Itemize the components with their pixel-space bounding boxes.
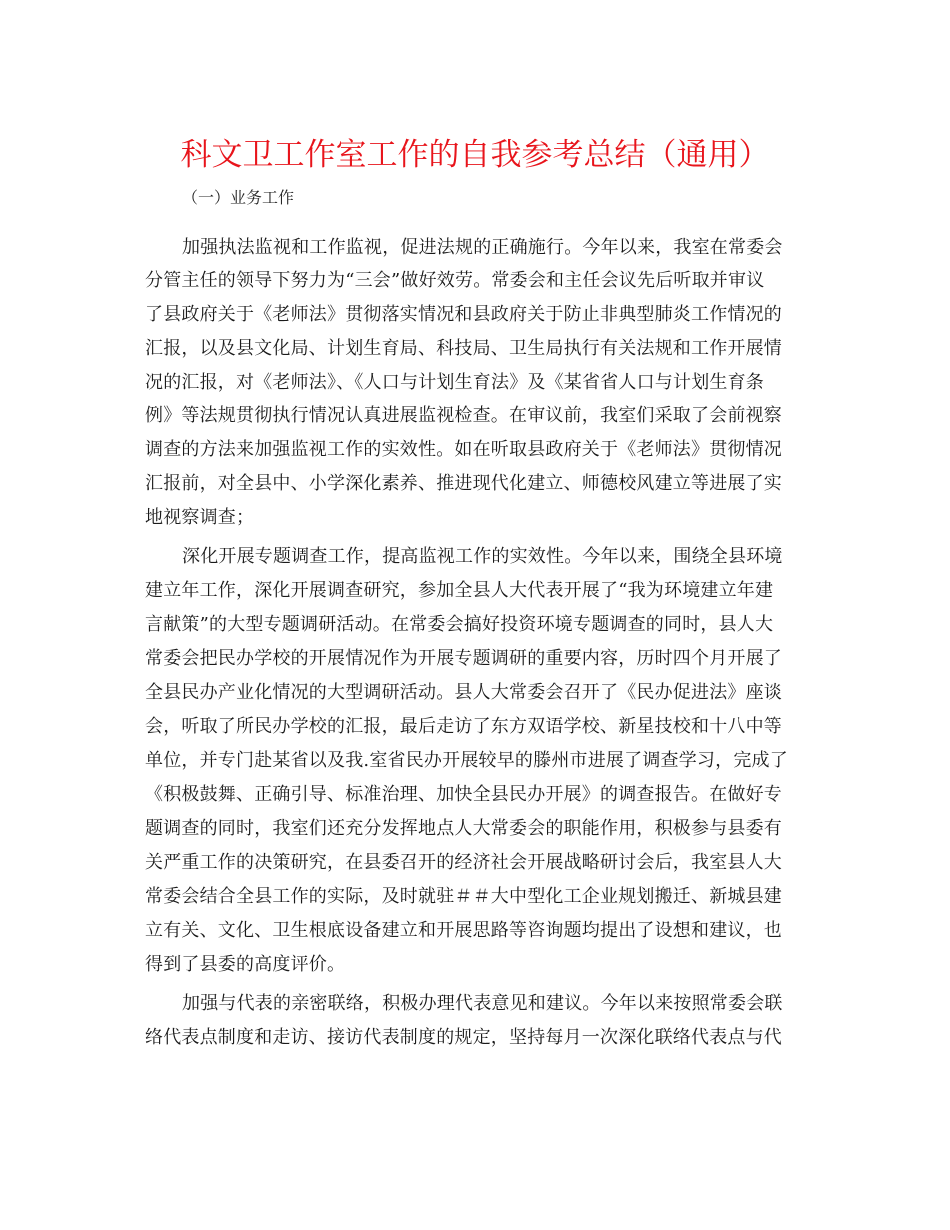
paragraph-line: 调查的方法来加强监视工作的实效性。如在听取县政府关于《老师法》贯彻情况 <box>145 439 782 460</box>
paragraph-line: 会，听取了所民办学校的汇报，最后走访了东方双语学校、新星技校和十八中等 <box>145 716 782 737</box>
paragraph-line: 汇报前，对全县中、小学深化素养、推进现代化建立、师德校风建立等进展了实 <box>145 473 782 494</box>
paragraph-line: 常委会把民办学校的开展情况作为开展专题调研的重要内容，历时四个月开展了 <box>145 648 782 669</box>
paragraph-line: 全县民办产业化情况的大型调研活动。县人大常委会召开了《民办促进法》座谈 <box>145 682 782 703</box>
paragraph-line: 言献策”的大型专题调研活动。在常委会搞好投资环境专题调查的同时，县人大 <box>145 614 774 635</box>
paragraph-line: 深化开展专题调查工作，提高监视工作的实效性。今年以来，围绕全县环境 <box>182 546 783 567</box>
paragraph-line: 况的汇报，对《老师法》、《人口与计划生育法》及《某省省人口与计划生育条 <box>145 372 764 393</box>
paragraph-line: 了县政府关于《老师法》贯彻落实情况和县政府关于防止非典型肺炎工作情况的 <box>145 304 782 325</box>
paragraph-line: 《积极鼓舞、正确引导、标准治理、加快全县民办开展》的调查报告。在做好专 <box>145 784 782 805</box>
paragraph-line: 汇报，以及县文化局、计划生育局、科技局、卫生局执行有关法规和工作开展情 <box>145 338 782 359</box>
paragraph-line: 加强与代表的亲密联络，积极办理代表意见和建议。今年以来按照常委会联 <box>182 993 783 1014</box>
paragraph-line: 关严重工作的决策研究，在县委召开的经济社会开展战略研讨会后，我室县人大 <box>145 852 782 873</box>
paragraph-line: 建立年工作，深化开展调查研究，参加全县人大代表开展了“我为环境建立年建 <box>145 580 774 601</box>
paragraph-line: 络代表点制度和走访、接访代表制度的规定，坚持每月一次深化联络代表点与代 <box>145 1027 782 1048</box>
paragraph-line: 立有关、文化、卫生根底设备建立和开展思路等咨询题均提出了设想和建议，也 <box>145 920 782 941</box>
paragraph-line: 地视察调查； <box>145 507 255 528</box>
paragraph-line: 常委会结合全县工作的实际，及时就驻＃＃大中型化工企业规划搬迁、新城县建 <box>145 886 782 907</box>
paragraph-line: 分管主任的领导下努力为“三会”做好效劳。常委会和主任会议先后听取并审议 <box>145 270 765 291</box>
section-heading: （一）业务工作 <box>182 188 295 207</box>
paragraph-line: 例》等法规贯彻执行情况认真进展监视检查。在审议前，我室们采取了会前视察 <box>145 405 782 426</box>
paragraph-line: 加强执法监视和工作监视，促进法规的正确施行。今年以来，我室在常委会 <box>182 237 783 258</box>
paragraph-line: 单位，并专门赴某省以及我.室省民办开展较早的滕州市进展了调查学习，完成了 <box>145 750 788 771</box>
paragraph-line: 得到了县委的高度评价。 <box>145 954 346 975</box>
document-title: 科文卫工作室工作的自我参考总结（通用） <box>180 137 770 173</box>
paragraph-line: 题调查的同时，我室们还充分发挥地点人大常委会的职能作用，积极参与县委有 <box>145 818 782 839</box>
